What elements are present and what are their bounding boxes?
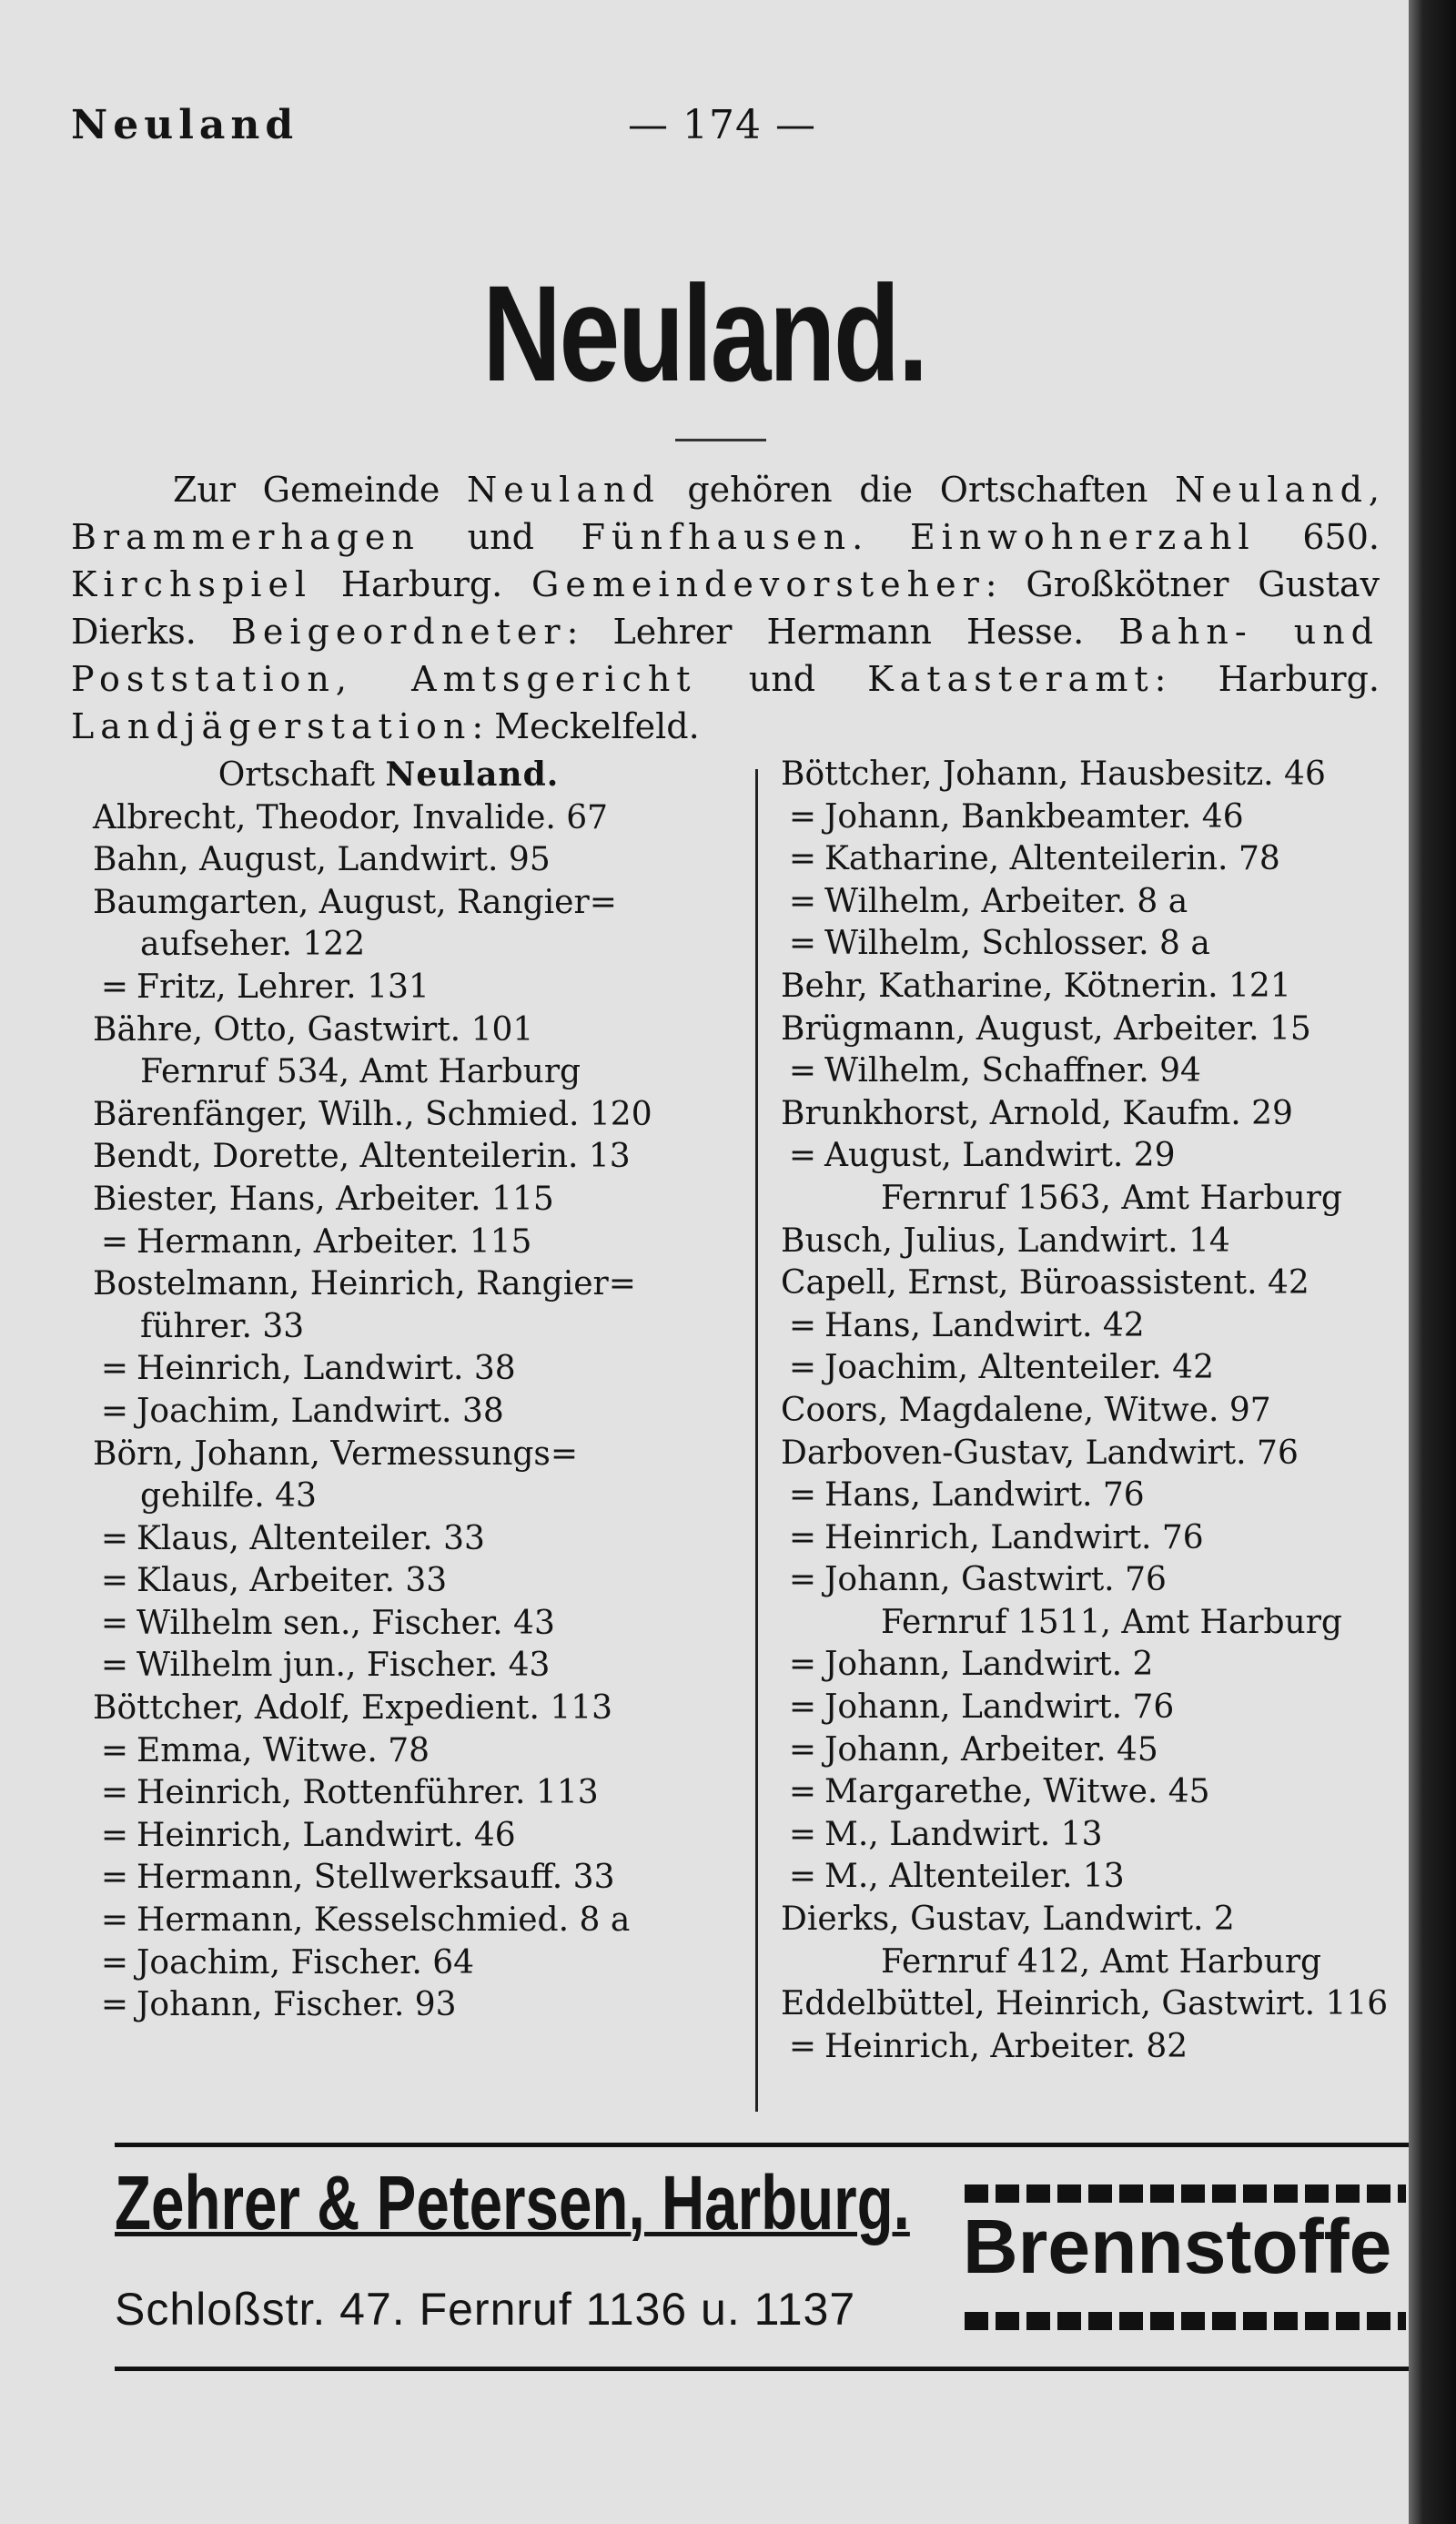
list-item: Börn, Johann, Vermessungs=: [93, 1434, 579, 1473]
ditto-mark: =: [788, 1815, 817, 1853]
ditto-mark: =: [100, 1774, 129, 1812]
list-item: = Johann, Fischer. 93: [93, 1984, 721, 2027]
column-divider: [755, 769, 758, 2112]
list-item: Böttcher, Adolf, Expedient. 113: [93, 1689, 613, 1728]
list-item-continuation: aufseher. 122: [140, 926, 366, 964]
list-item: Bostelmann, Heinrich, Rangier=: [93, 1265, 636, 1303]
list-item: = Emma, Witwe. 78: [93, 1730, 721, 1773]
list-item: Baumgarten, August, Rangier=: [93, 883, 617, 921]
ditto-mark: =: [788, 1858, 817, 1896]
advert-product: Brennstoffe: [963, 2204, 1392, 2289]
advert-bottom-rule: [115, 2367, 1409, 2371]
ditto-mark: =: [788, 1306, 817, 1344]
decorative-border-top: [965, 2184, 1406, 2203]
list-item: = Fritz, Lehrer. 131: [93, 967, 721, 1009]
phone-line: Fernruf 1511, Amt Harburg: [881, 1603, 1342, 1641]
ditto-mark: =: [788, 882, 817, 920]
list-item: Busch, Julius, Landwirt. 14: [781, 1221, 1230, 1260]
ditto-mark: =: [100, 1731, 129, 1769]
page-title: Neuland.: [482, 257, 926, 410]
ditto-mark: =: [788, 840, 817, 878]
list-item-continuation: führer. 33: [140, 1307, 305, 1345]
list-item: = Heinrich, Arbeiter. 82: [781, 2026, 1409, 2069]
ditto-mark: =: [100, 1392, 129, 1430]
phone-line: Fernruf 1563, Amt Harburg: [881, 1179, 1342, 1217]
list-item: Biester, Hans, Arbeiter. 115: [93, 1180, 554, 1218]
list-item: = Wilhelm, Schaffner. 94: [781, 1050, 1409, 1093]
page-edge-shadow: [1409, 0, 1456, 2524]
ditto-mark: =: [788, 1646, 817, 1684]
ditto-mark: =: [100, 1604, 129, 1642]
ditto-mark: =: [100, 1943, 129, 1982]
list-item: Coors, Magdalene, Witwe. 97: [781, 1391, 1271, 1429]
list-item: = M., Landwirt. 13: [781, 1814, 1409, 1857]
list-item: = Klaus, Arbeiter. 33: [93, 1560, 721, 1603]
ditto-mark: =: [788, 1052, 817, 1090]
ditto-mark: =: [100, 1519, 129, 1557]
ditto-mark: =: [100, 968, 129, 1006]
list-item: Albrecht, Theodor, Invalide. 67: [93, 798, 609, 836]
resident-list-left: [93, 754, 721, 2027]
list-item: = Johann, Bankbeamter. 46: [781, 796, 1409, 839]
ditto-mark: =: [788, 1476, 817, 1515]
ditto-mark: =: [788, 1137, 817, 1175]
advert-top-rule: [115, 2143, 1409, 2147]
list-item: = Joachim, Altenteiler. 42: [781, 1347, 1409, 1390]
section-heading: Ortschaft Neuland.: [217, 755, 560, 794]
resident-list-right: [781, 754, 1409, 2068]
decorative-border-bottom: [965, 2312, 1406, 2330]
list-item: Bendt, Dorette, Altenteilerin. 13: [93, 1138, 631, 1176]
ditto-mark: =: [100, 1562, 129, 1600]
list-item: = Johann, Landwirt. 2: [781, 1644, 1409, 1687]
list-item: = Wilhelm, Schlosser. 8 a: [781, 923, 1409, 966]
intro-paragraph: Zur Gemeinde Neuland gehören die Ortschaften Neuland, Brammerhagen und Fünfhausen. Einwohnerzahl 650. Kirchspiel Harburg. Gemeindevorsteher: Großkötner Gustav Dierks. Beigeordneter: Lehrer Hermann Hesse. Bahn- und Poststation, Amtsgericht und Katasteramt: Harburg. Landjägerstation: Meckelfeld.: [71, 470, 1380, 746]
list-item: = Hans, Landwirt. 76: [781, 1475, 1409, 1517]
ditto-mark: =: [100, 1986, 129, 2024]
list-item: Böttcher, Johann, Hausbesitz. 46: [781, 755, 1326, 793]
list-item: Darboven-Gustav, Landwirt. 76: [781, 1434, 1299, 1472]
list-item: = Klaus, Altenteiler. 33: [93, 1518, 721, 1561]
list-item: = Johann, Arbeiter. 45: [781, 1729, 1409, 1772]
ditto-mark: =: [788, 1518, 817, 1556]
list-item: Bahn, August, Landwirt. 95: [93, 841, 551, 879]
list-item: = Heinrich, Landwirt. 76: [781, 1517, 1409, 1560]
list-item: = Wilhelm jun., Fischer. 43: [93, 1645, 721, 1688]
page-number: — 174 —: [628, 102, 816, 148]
list-item: = Heinrich, Landwirt. 38: [93, 1348, 721, 1391]
title-divider: [675, 439, 766, 441]
list-item-continuation: gehilfe. 43: [140, 1477, 317, 1515]
advert-company-name: Zehrer & Petersen, Harburg.: [115, 2160, 910, 2245]
list-item: = Hans, Landwirt. 42: [781, 1305, 1409, 1348]
ditto-mark: =: [100, 1647, 129, 1685]
ditto-mark: =: [100, 1859, 129, 1897]
list-item: Dierks, Gustav, Landwirt. 2: [781, 1901, 1235, 1939]
list-item: = Wilhelm, Arbeiter. 8 a: [781, 881, 1409, 924]
list-item: = August, Landwirt. 29: [781, 1135, 1409, 1178]
ditto-mark: =: [788, 1773, 817, 1811]
list-item: Behr, Katharine, Kötnerin. 121: [781, 967, 1291, 1005]
list-item: Bärenfänger, Wilh., Schmied. 120: [93, 1095, 652, 1133]
list-item: Bähre, Otto, Gastwirt. 101: [93, 1010, 534, 1049]
ditto-mark: =: [788, 2027, 817, 2065]
ditto-mark: =: [788, 1349, 817, 1387]
list-item: = Heinrich, Landwirt. 46: [93, 1815, 721, 1858]
list-item: = Hermann, Kesselschmied. 8 a: [93, 1900, 721, 1942]
list-item: = Margarethe, Witwe. 45: [781, 1771, 1409, 1814]
ditto-mark: =: [788, 797, 817, 836]
phone-line: Fernruf 412, Amt Harburg: [881, 1942, 1322, 1981]
list-item: = Wilhelm sen., Fischer. 43: [93, 1603, 721, 1646]
list-item: = Joachim, Fischer. 64: [93, 1942, 721, 1985]
list-item: = Hermann, Arbeiter. 115: [93, 1221, 721, 1264]
list-item: = Heinrich, Rottenführer. 113: [93, 1772, 721, 1815]
ditto-mark: =: [788, 1561, 817, 1599]
ditto-mark: =: [100, 1816, 129, 1854]
list-item: = Johann, Landwirt. 76: [781, 1687, 1409, 1729]
ditto-mark: =: [788, 1688, 817, 1727]
list-item: = Hermann, Stellwerksauff. 33: [93, 1857, 721, 1900]
ditto-mark: =: [100, 1350, 129, 1388]
advert-address: Schloßstr. 47. Fernruf 1136 u. 1137: [115, 2284, 856, 2335]
ditto-mark: =: [100, 1901, 129, 1940]
phone-line: Fernruf 534, Amt Harburg: [140, 1053, 581, 1091]
list-item: Brunkhorst, Arnold, Kaufm. 29: [781, 1094, 1293, 1132]
list-item: Eddelbüttel, Heinrich, Gastwirt. 116: [781, 1985, 1389, 2023]
ditto-mark: =: [100, 1222, 129, 1261]
list-item: = Joachim, Landwirt. 38: [93, 1391, 721, 1434]
list-item: = M., Altenteiler. 13: [781, 1856, 1409, 1899]
ditto-mark: =: [788, 925, 817, 963]
list-item: Brügmann, August, Arbeiter. 15: [781, 1009, 1311, 1048]
list-item: Capell, Ernst, Büroassistent. 42: [781, 1264, 1309, 1303]
running-head-place: Neuland: [71, 102, 299, 148]
ditto-mark: =: [788, 1730, 817, 1769]
list-item: = Johann, Gastwirt. 76: [781, 1559, 1409, 1602]
list-item: = Katharine, Altenteilerin. 78: [781, 838, 1409, 881]
